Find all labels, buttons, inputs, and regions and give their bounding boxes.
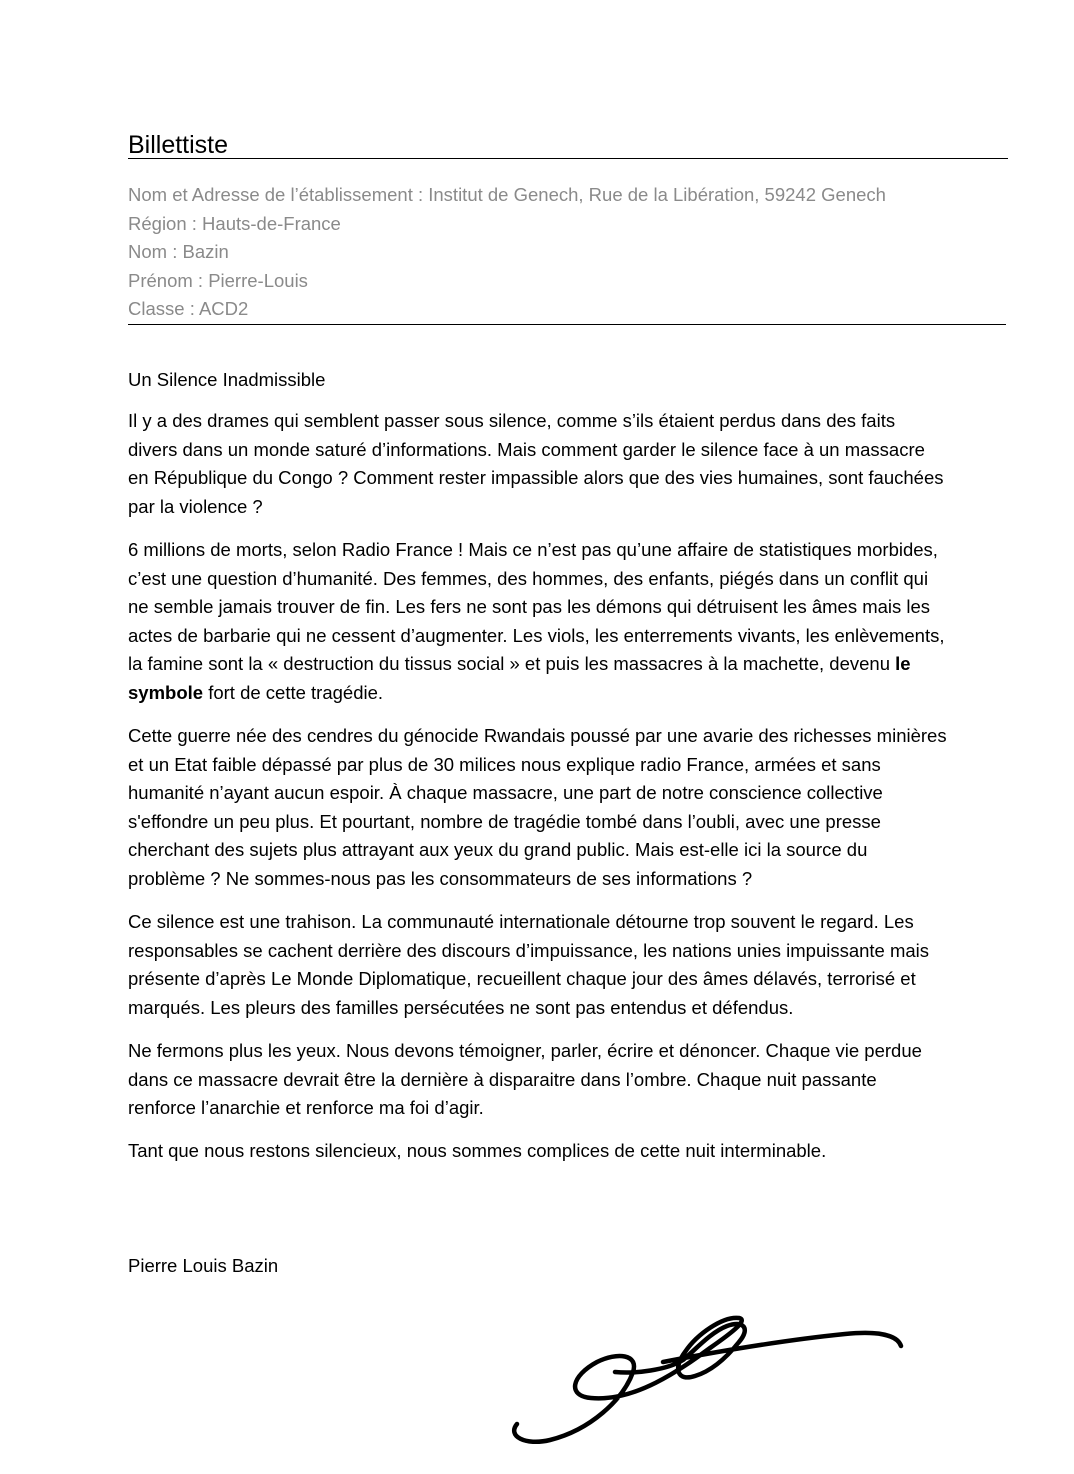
- region-line: Région : Hauts-de-France: [128, 212, 341, 234]
- paragraph-1: Il y a des drames qui semblent passer sous silence, comme s’ils étaient perdus dans des faits divers dans un monde saturé d’informations. Mais comment garder le silence face à un massacre en République du Congo ? Comment rester impassible alors que des vies humaines, sont fauchées par la violence ?: [128, 410, 944, 517]
- paragraph-2-bold: le symbole: [128, 653, 911, 703]
- paragraph-5: Ne fermons plus les yeux. Nous devons témoigner, parler, écrire et dénoncer. Chaque vie perdue dans ce massacre devrait être la dernière à disparaitre dans l’ombre. Chaque nuit passante renforce l’anarchie et renforce ma foi d’agir.: [128, 1039, 922, 1119]
- establishment-line: Nom et Adresse de l’établissement : Institut de Genech, Rue de la Libération, 59242 Genech: [128, 184, 886, 205]
- article-heading: Un Silence Inadmissible: [128, 369, 326, 390]
- article-body: [128, 366, 948, 1180]
- firstname-line: Prénom : Pierre-Louis: [128, 269, 308, 291]
- document-title: Billettiste: [128, 130, 1008, 159]
- paragraph-2-text-start: 6 millions de morts, selon Radio France ! Mais ce n’est pas qu’une affaire de statistiques morbides, c’est une question d’humanité. Des femmes, des hommes, des enfants, piégés dans un conflit qui ne semble jamais trouver de fin. Les fers ne sont pas les démons qui détruisent les âmes mais les actes de barbarie qui ne cessent d’augmenter. Les viols, les enterrements vivants, les enlèvements, la famine sont la « destruction du tissus social » et puis les massacres à la machette, devenu: [128, 538, 945, 675]
- handwritten-signature: [505, 1312, 915, 1452]
- name-line: Nom : Bazin: [128, 241, 229, 263]
- class-line: Classe : ACD2: [128, 298, 249, 320]
- paragraph-3: Cette guerre née des cendres du génocide Rwandais poussé par une avarie des richesses minières et un Etat faible dépassé par plus de 30 milices nous explique radio France, armées et sans humanité n’ayant aucun espoir. À chaque massacre, une part de notre conscience collective s'effondre un peu plus. Et pourtant, nombre de tragédie tombé dans l’oubli, avec une presse cherchant des sujets plus attrayant aux yeux du grand public. Mais est-elle ici la source du problème ? Ne sommes-nous pas les consommateurs de ses informations ?: [128, 725, 947, 889]
- student-info-block: [128, 181, 1006, 325]
- paragraph-2-text-end: fort de cette tragédie.: [203, 681, 384, 703]
- paragraph-6: Tant que nous restons silencieux, nous sommes complices de cette nuit interminable.: [128, 1140, 827, 1162]
- paragraph-2: [128, 536, 948, 708]
- author-name: Pierre Louis Bazin: [128, 1255, 279, 1276]
- paragraph-4: Ce silence est une trahison. La communauté internationale détourne trop souvent le regard. Les responsables se cachent derrière des discours d’impuissance, les nations unies impuissante mais présente d’après Le Monde Diplomatique, recueillent chaque jour des âmes délavés, terrorisé et marqués. Les pleurs des familles persécutées ne sont pas entendus et défendus.: [128, 911, 930, 1018]
